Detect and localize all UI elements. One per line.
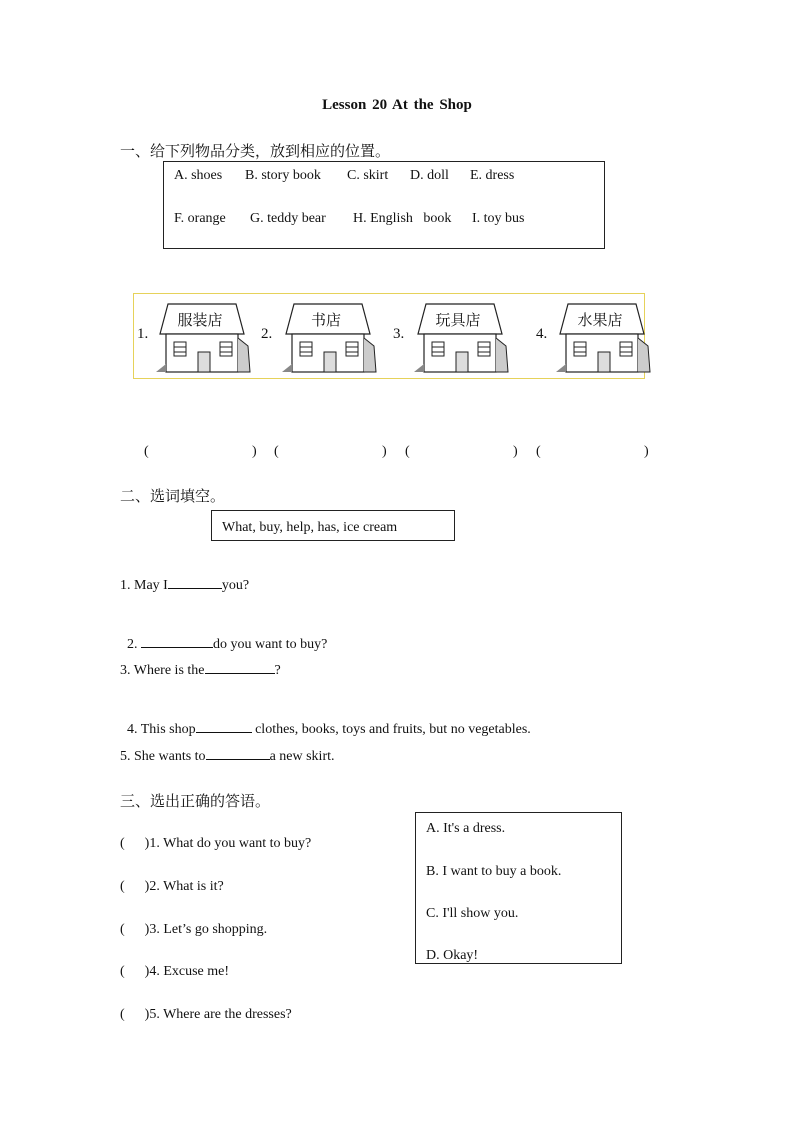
question-text: 4. Excuse me! [149,964,230,979]
answer-bracket-close: ) [644,444,649,459]
shop-building-clothing [154,298,272,378]
answer-blank[interactable] [206,747,270,760]
answer-blank[interactable] [141,635,213,648]
shop-sign: 书店 [310,311,341,329]
option-item: D. doll [410,168,449,183]
match-question-1 [120,836,311,852]
question-text: 1. May I [120,578,168,593]
question-text: 4. This shop [127,722,196,737]
shop-number: 2. [261,326,273,342]
question-text: clothes, books, toys and fruits, but no vegetables. [251,722,531,737]
shop-building-fruitstore [554,298,672,378]
section3-heading: 三、选出正确的答语。 [120,792,271,810]
page-title: Lesson 20 At the Shop [322,97,472,113]
word-bank-box [211,510,455,541]
answer-option: A. It's a dress. [426,821,506,836]
answer-bracket-open: ( [274,444,279,459]
question-text: 3. Let’s go shopping. [149,922,268,937]
bracket-open: ( [120,836,125,851]
match-question-2 [120,879,224,895]
shop-number: 1. [137,326,149,342]
answer-option: B. I want to buy a book. [426,864,562,879]
answer-bracket-close: ) [513,444,518,459]
shop-sign: 水果店 [577,311,623,329]
option-item: G. teddy bear [250,211,326,226]
shop-building-toystore [412,298,530,378]
fill-question-3 [120,661,281,679]
bracket-close: ) [144,879,150,894]
answer-blank[interactable] [205,661,275,674]
question-text: 3. Where is the [120,663,205,678]
bracket-open: ( [120,922,125,937]
bracket-open: ( [120,879,125,894]
question-text: a new skirt. [269,749,335,764]
bracket-close: ) [144,922,150,937]
bracket-open: ( [120,964,125,979]
section2-heading: 二、选词填空。 [120,487,226,505]
bracket-close: ) [144,964,150,979]
answer-option: C. I'll show you. [426,906,519,921]
question-text: 5. Where are the dresses? [149,1007,292,1022]
question-text: ? [274,663,281,678]
option-item: H. English book [353,211,452,226]
match-question-4 [120,964,229,980]
fill-question-2 [120,619,327,653]
option-item: B. story book [245,168,321,183]
question-text: 2. What is it? [149,879,224,894]
shop-number: 4. [536,326,548,342]
option-item: A. shoes [174,168,223,183]
answers-box [415,812,622,964]
match-question-5 [120,1007,292,1023]
fill-question-4 [120,704,531,738]
question-text: 1. What do you want to buy? [149,836,312,851]
answer-bracket-open: ( [536,444,541,459]
answer-bracket-open: ( [144,444,149,459]
answer-bracket-open: ( [405,444,410,459]
answer-blank[interactable] [168,576,222,589]
answer-bracket-close: ) [252,444,257,459]
shop-building-bookstore [280,298,398,378]
option-item: I. toy bus [472,211,525,226]
question-text: 5. She wants to [120,749,206,764]
option-item: F. orange [174,211,226,226]
answer-bracket-close: ) [382,444,387,459]
fill-question-5 [120,747,335,765]
bracket-close: ) [144,1007,150,1022]
shop-sign: 服装店 [177,311,223,329]
bracket-open: ( [120,1007,125,1022]
shop-sign: 玩具店 [435,311,481,329]
fill-question-1 [120,576,249,594]
question-text: do you want to buy? [213,637,328,652]
question-text: 2. [127,637,141,652]
question-text: you? [221,578,250,593]
shop-number: 3. [393,326,405,342]
answer-option: D. Okay! [426,948,479,963]
word-bank: What, buy, help, has, ice cream [222,520,398,535]
option-item: C. skirt [347,168,389,183]
shops-strip [133,293,645,379]
section1-heading: 一、给下列物品分类，放到相应的位置。 [120,142,391,160]
answer-blank[interactable] [196,720,252,733]
bracket-close: ) [144,836,150,851]
options-box [163,161,605,249]
match-question-3 [120,922,267,938]
option-item: E. dress [470,168,515,183]
